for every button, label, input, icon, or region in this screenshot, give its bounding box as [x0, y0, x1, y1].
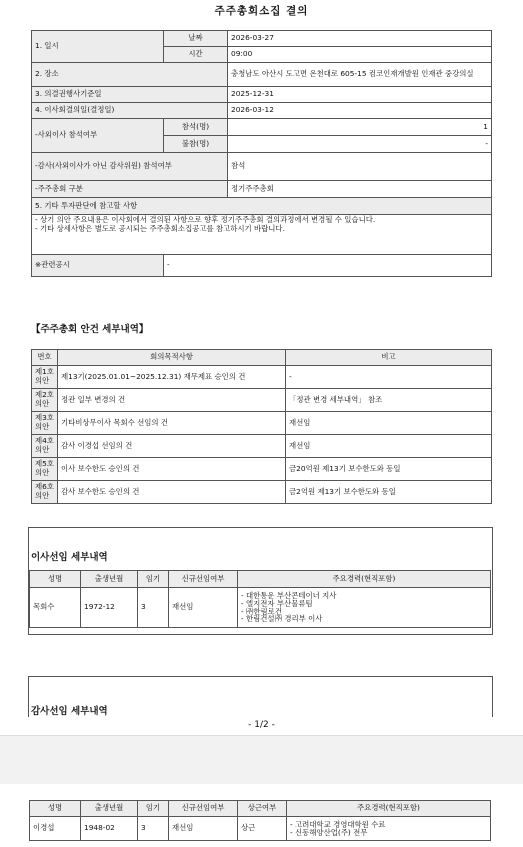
agenda-table [31, 349, 492, 504]
auditor-row [30, 817, 491, 841]
agenda-no: 제4호 의안 [32, 435, 58, 458]
agenda-note: 금2억원 제13기 보수한도와 동일 [286, 481, 492, 504]
meeting-type-value: 정기주주총회 [228, 181, 492, 198]
career-line: - 엘지전자 부산물류팀 [241, 598, 313, 608]
document-title: 주주총회소집 결의 [214, 5, 309, 17]
page-break [0, 735, 523, 784]
time-value: 09:00 [228, 47, 492, 63]
outside-director-label: -사외이사 참석여부 [32, 119, 164, 153]
related-disclosure-value: - [164, 255, 492, 277]
page-indicator: - 1/2 - [248, 720, 275, 730]
agenda-row [32, 481, 492, 504]
date-label: 1. 일시 [32, 31, 164, 63]
place-label: 2. 장소 [32, 63, 228, 87]
career-line: - 대한통운 부산콘테이너 지사 [241, 590, 337, 600]
attend-value: 1 [228, 119, 492, 136]
career-line: - 신동해양산업(주) 전무 [290, 827, 368, 837]
director-header-status: 신규선임여부 [169, 571, 238, 588]
agenda-no: 제5호 의안 [32, 458, 58, 481]
auditor-header-name: 성명 [30, 801, 81, 817]
career-line: - 고려대학교 경영대학원 수료 [290, 819, 386, 829]
auditor-header-birth: 출생년월 [81, 801, 138, 817]
agenda-header-no: 번호 [32, 350, 58, 366]
auditor-attend-value: 참석 [228, 153, 492, 181]
agenda-item: 이사 보수한도 승인의 건 [58, 458, 286, 481]
career-line: - ㈜한림로건 [241, 606, 282, 616]
director-term: 3 [138, 588, 169, 628]
agenda-row [32, 435, 492, 458]
agenda-row [32, 412, 492, 435]
agenda-item: 기타비상무이사 목회수 선임의 건 [58, 412, 286, 435]
agenda-section-title: 【주주총회 안건 세부내역】 [31, 324, 149, 335]
place-value: 충청남도 아산시 도고면 온천대로 605-15 컴코인재개발원 인재관 중강의실 [228, 63, 492, 87]
director-header-term: 임기 [138, 571, 169, 588]
director-header-name: 성명 [30, 571, 81, 588]
auditor-table [29, 800, 491, 841]
agenda-no: 제6호 의안 [32, 481, 58, 504]
agenda-row [32, 389, 492, 412]
director-status: 재선임 [169, 588, 238, 628]
auditor-birth: 1948-02 [81, 817, 138, 841]
agenda-item: 정관 일부 변경의 건 [58, 389, 286, 412]
auditor-section-title: 감사선임 세부내역 [31, 706, 108, 717]
other-info-note: - 상기 의안 주요내용은 이사회에서 결의된 사항으로 향후 정기주주총회 결의과정에서 변경될 수 있습니다. - 기타 상세사항은 별도로 공시되는 주주총회소집공고를 참고하시기 바랍니다. [32, 215, 492, 255]
meeting-type-label: -주주총회 구분 [32, 181, 228, 198]
director-header-birth: 출생년월 [81, 571, 138, 588]
agenda-header-note: 비고 [286, 350, 492, 366]
director-birth: 1972-12 [81, 588, 138, 628]
related-disclosure-label: ※관련공시 [32, 255, 164, 277]
director-career [238, 588, 491, 628]
agenda-item: 감사 이경섭 선임의 건 [58, 435, 286, 458]
agenda-note: 「정관 변경 세부내역」 참조 [286, 389, 492, 412]
director-table [29, 570, 491, 628]
auditor-fulltime: 상근 [238, 817, 287, 841]
auditor-header-fulltime: 상근여부 [238, 801, 287, 817]
board-date-value: 2026-03-12 [228, 103, 492, 119]
career-line: - 한림건설㈜ 경리부 이사 [241, 614, 323, 624]
record-date-value: 2025-12-31 [228, 87, 492, 103]
agenda-row [32, 458, 492, 481]
date-value: 2026-03-27 [228, 31, 492, 47]
agenda-no: 제3호 의안 [32, 412, 58, 435]
attend-sub-label: 참석(명) [164, 119, 228, 136]
director-section-title: 이사선임 세부내역 [31, 552, 108, 563]
absent-value: - [228, 136, 492, 153]
other-info-label: 5. 기타 투자판단에 참고할 사항 [32, 198, 492, 215]
agenda-no: 제1호 의안 [32, 366, 58, 389]
auditor-header-career: 주요경력(현직포함) [287, 801, 491, 817]
auditor-status: 재선임 [169, 817, 238, 841]
director-name: 목회수 [30, 588, 81, 628]
time-sub-label: 시간 [164, 47, 228, 63]
director-header-career: 주요경력(현직포함) [238, 571, 491, 588]
agenda-header-item: 회의목적사항 [58, 350, 286, 366]
agenda-note: 재선임 [286, 435, 492, 458]
auditor-header-status: 신규선임여부 [169, 801, 238, 817]
meeting-info-table [31, 30, 492, 277]
agenda-note: 금20억원 제13기 보수한도와 동일 [286, 458, 492, 481]
director-row [30, 588, 491, 628]
agenda-no: 제2호 의안 [32, 389, 58, 412]
auditor-term: 3 [138, 817, 169, 841]
auditor-name: 이경섭 [30, 817, 81, 841]
date-sub-label: 날짜 [164, 31, 228, 47]
agenda-item: 감사 보수한도 승인의 건 [58, 481, 286, 504]
agenda-note: - [286, 366, 492, 389]
board-date-label: 4. 이사회결의일(결정일) [32, 103, 228, 119]
agenda-note: 재선임 [286, 412, 492, 435]
auditor-header-term: 임기 [138, 801, 169, 817]
record-date-label: 3. 의결권행사기준일 [32, 87, 228, 103]
absent-sub-label: 불참(명) [164, 136, 228, 153]
agenda-row [32, 366, 492, 389]
auditor-career [287, 817, 491, 841]
auditor-attend-label: -감사(사외이사가 아닌 감사위원) 참석여부 [32, 153, 228, 181]
agenda-item: 제13기(2025.01.01~2025.12.31) 재무제표 승인의 건 [58, 366, 286, 389]
